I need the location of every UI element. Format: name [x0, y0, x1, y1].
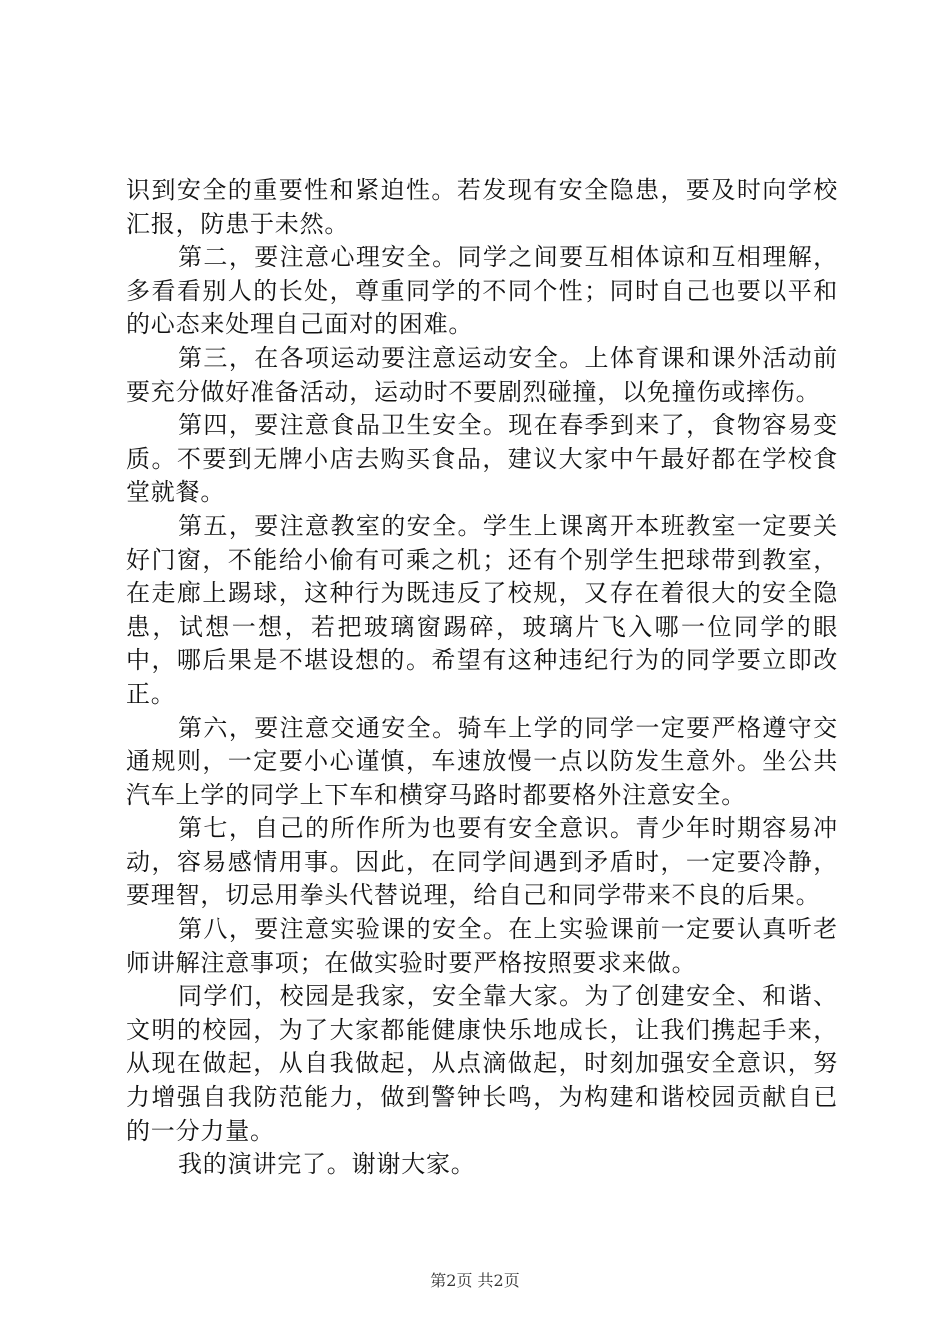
paragraph-1: 识到安全的重要性和紧迫性。若发现有安全隐患，要及时向学校汇报，防患于未然。 — [126, 176, 838, 238]
paragraph-6: 第六，要注意交通安全。骑车上学的同学一定要严格遵守交通规则，一定要小心谨慎，车速放慢一点以防发生意外。坐公共汽车上学的同学上下车和横穿马路时都要格外注意安全。 — [126, 713, 838, 809]
paragraph-10: 我的演讲完了。谢谢大家。 — [178, 1150, 476, 1179]
paragraph-3: 第三，在各项运动要注意运动安全。上体育课和课外活动前要充分做好准备活动，运动时不要剧烈碰撞，以免撞伤或摔伤。 — [126, 343, 838, 406]
document-body — [126, 174, 838, 1182]
paragraph-8: 第八，要注意实验课的安全。在上实验课前一定要认真听老师讲解注意事项；在做实验时要严格按照要求来做。 — [126, 915, 838, 977]
paragraph-5: 第五，要注意教室的安全。学生上课离开本班教室一定要关好门窗，不能给小偷有可乘之机；还有个别学生把球带到教室，在走廊上踢球，这种行为既违反了校规，又存在着很大的安全隐患，试想一想，若把玻璃窗踢碎，玻璃片飞入哪一位同学的眼中，哪后果是不堪设想的。希望有这种违纪行为的同学要立即改正。 — [126, 511, 838, 708]
page-number: 第2页 共2页 — [430, 1271, 520, 1290]
paragraph-4: 第四，要注意食品卫生安全。现在春季到来了，食物容易变质。不要到无牌小店去购买食品，建议大家中午最好都在学校食堂就餐。 — [126, 411, 838, 507]
paragraph-7: 第七，自己的所作所为也要有安全意识。青少年时期容易冲动，容易感情用事。因此，在同学间遇到矛盾时，一定要冷静，要理智，切忌用拳头代替说理，给自己和同学带来不良的后果。 — [126, 814, 838, 910]
page-footer — [0, 1268, 950, 1291]
paragraph-2: 第二，要注意心理安全。同学之间要互相体谅和互相理解，多看看别人的长处，尊重同学的不同个性；同时自己也要以平和的心态来处理自己面对的困难。 — [126, 243, 838, 339]
paragraph-9: 同学们，校园是我家，安全靠大家。为了创建安全、和谐、文明的校园，为了大家都能健康快乐地成长，让我们携起手来，从现在做起，从自我做起，从点滴做起，时刻加强安全意识，努力增强自我防范能力，做到警钟长鸣，为构建和谐校园贡献自已的一分力量。 — [126, 982, 838, 1145]
